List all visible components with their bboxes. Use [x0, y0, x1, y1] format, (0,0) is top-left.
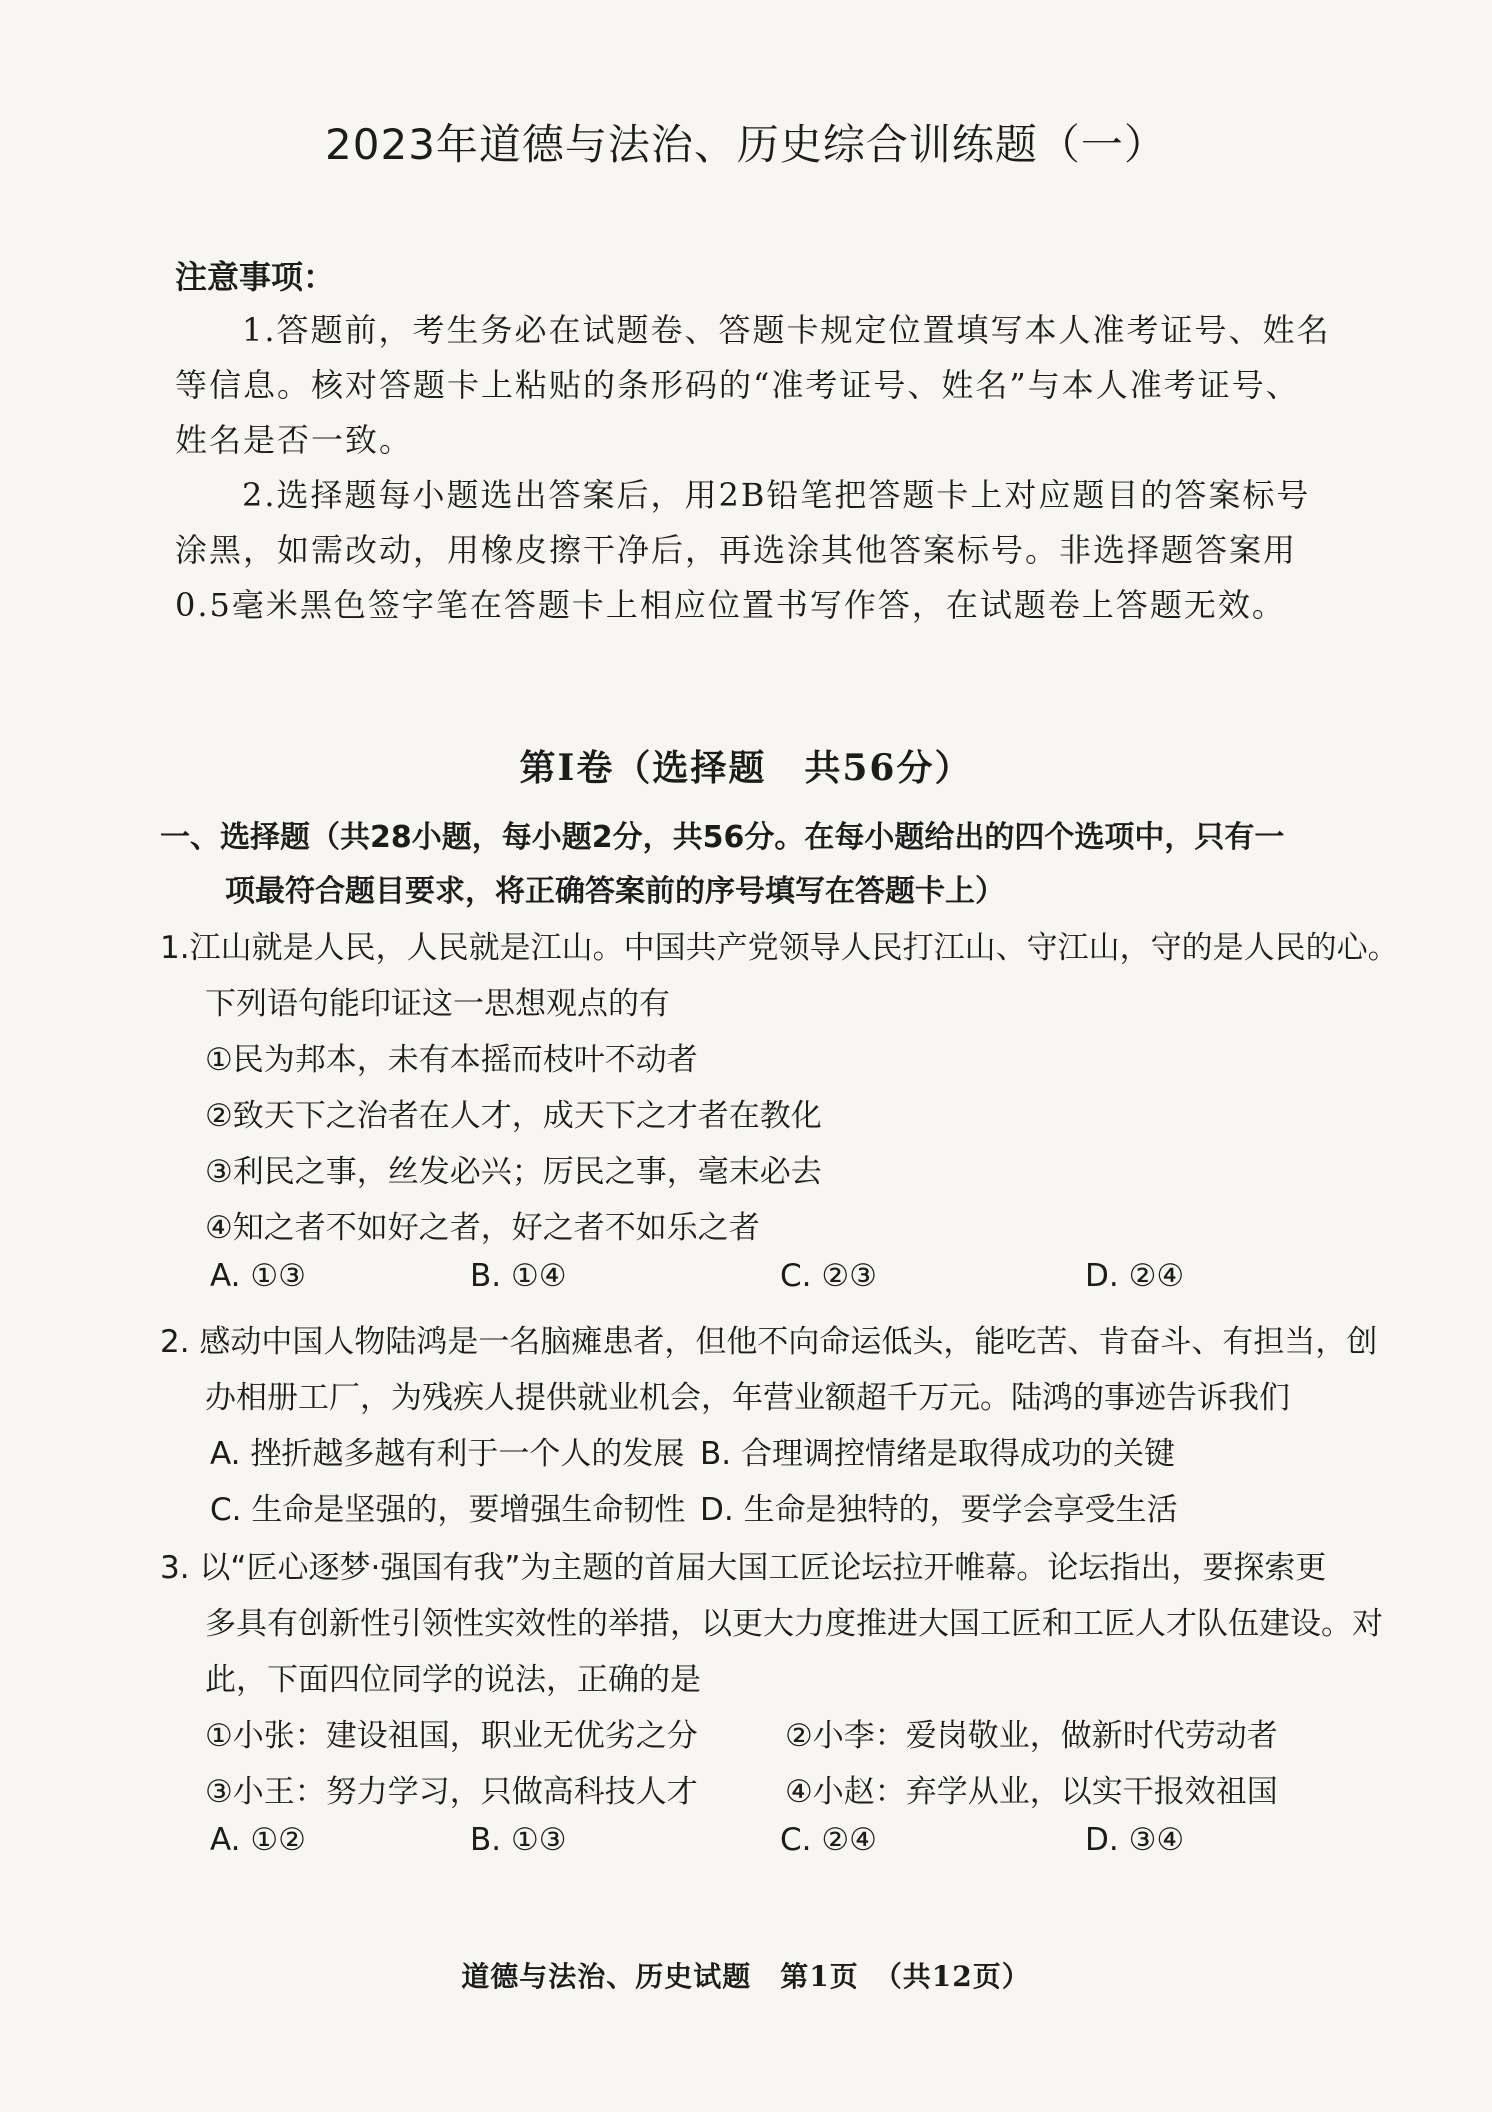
notice-line: 等信息。核对答题卡上粘贴的条形码的“准考证号、姓名”与本人准考证号、 [175, 366, 1300, 404]
notice-line: 2.选择题每小题选出答案后，用2B铅笔把答题卡上对应题目的答案标号 [242, 476, 1311, 514]
option-a: A. ①③ [210, 1258, 306, 1294]
option-d: D. ②④ [1085, 1258, 1185, 1294]
option-c: C. 生命是坚强的，要增强生命韧性 [210, 1492, 686, 1528]
question-stem: 2. 感动中国人物陆鸿是一名脑瘫患者，但他不向命运低头，能吃苦、肯奋斗、有担当，创 [160, 1324, 1378, 1360]
statement: ①小张：建设祖国，职业无优劣之分 [205, 1718, 698, 1754]
statement: ④小赵：弃学从业，以实干报效祖国 [785, 1774, 1278, 1810]
option-a: A. ①② [210, 1822, 306, 1858]
question-stem: 此，下面四位同学的说法，正确的是 [205, 1662, 701, 1698]
page-footer: 道德与法治、历史试题 第1页 （共12页） [461, 1960, 1031, 1993]
instruction-line: 项最符合题目要求，将正确答案前的序号填写在答题卡上） [225, 874, 1005, 909]
option-b: B. ①④ [470, 1258, 567, 1294]
notice-line: 涂黑，如需改动，用橡皮擦干净后，再选涂其他答案标号。非选择题答案用 [175, 531, 1298, 569]
statement: ②致天下之治者在人才，成天下之才者在教化 [205, 1098, 822, 1134]
question-stem: 1.江山就是人民，人民就是江山。中国共产党领导人民打江山、守江山，守的是人民的心。 [160, 930, 1399, 966]
option-c: C. ②③ [780, 1258, 877, 1294]
page-title: 2023年道德与法治、历史综合训练题（一） [325, 120, 1167, 169]
notice-heading: 注意事项： [175, 258, 336, 296]
statement: ③小王：努力学习，只做高科技人才 [205, 1774, 698, 1810]
option-b: B. 合理调控情绪是取得成功的关键 [700, 1436, 1175, 1472]
statement: ①民为邦本，未有本摇而枝叶不动者 [205, 1042, 698, 1078]
notice-line: 0.5毫米黑色签字笔在答题卡上相应位置书写作答，在试题卷上答题无效。 [175, 586, 1286, 624]
notice-line: 姓名是否一致。 [175, 421, 414, 459]
statement: ②小李：爱岗敬业，做新时代劳动者 [785, 1718, 1278, 1754]
statement: ④知之者不如好之者，好之者不如乐之者 [205, 1210, 760, 1246]
question-stem: 3. 以“匠心逐梦·强国有我”为主题的首届大国工匠论坛拉开帷幕。论坛指出，要探索更 [160, 1550, 1327, 1586]
question-stem: 下列语句能印证这一思想观点的有 [205, 986, 670, 1022]
option-d: D. ③④ [1085, 1822, 1185, 1858]
statement: ③利民之事，丝发必兴；厉民之事，毫末必去 [205, 1154, 822, 1190]
instruction-line: 一、选择题（共28小题，每小题2分，共56分。在每小题给出的四个选项中，只有一 [160, 820, 1285, 855]
option-b: B. ①③ [470, 1822, 567, 1858]
option-d: D. 生命是独特的，要学会享受生活 [700, 1492, 1178, 1528]
notice-line: 1.答题前，考生务必在试题卷、答题卡规定位置填写本人准考证号、姓名 [242, 311, 1331, 349]
question-stem: 多具有创新性引领性实效性的举措，以更大力度推进大国工匠和工匠人才队伍建设。对 [205, 1606, 1383, 1642]
option-c: C. ②④ [780, 1822, 877, 1858]
section-title: 第Ⅰ卷（选择题 共56分） [519, 747, 973, 789]
question-stem: 办相册工厂，为残疾人提供就业机会，年营业额超千万元。陆鸿的事迹告诉我们 [205, 1380, 1290, 1416]
option-a: A. 挫折越多越有利于一个人的发展 [210, 1436, 685, 1472]
